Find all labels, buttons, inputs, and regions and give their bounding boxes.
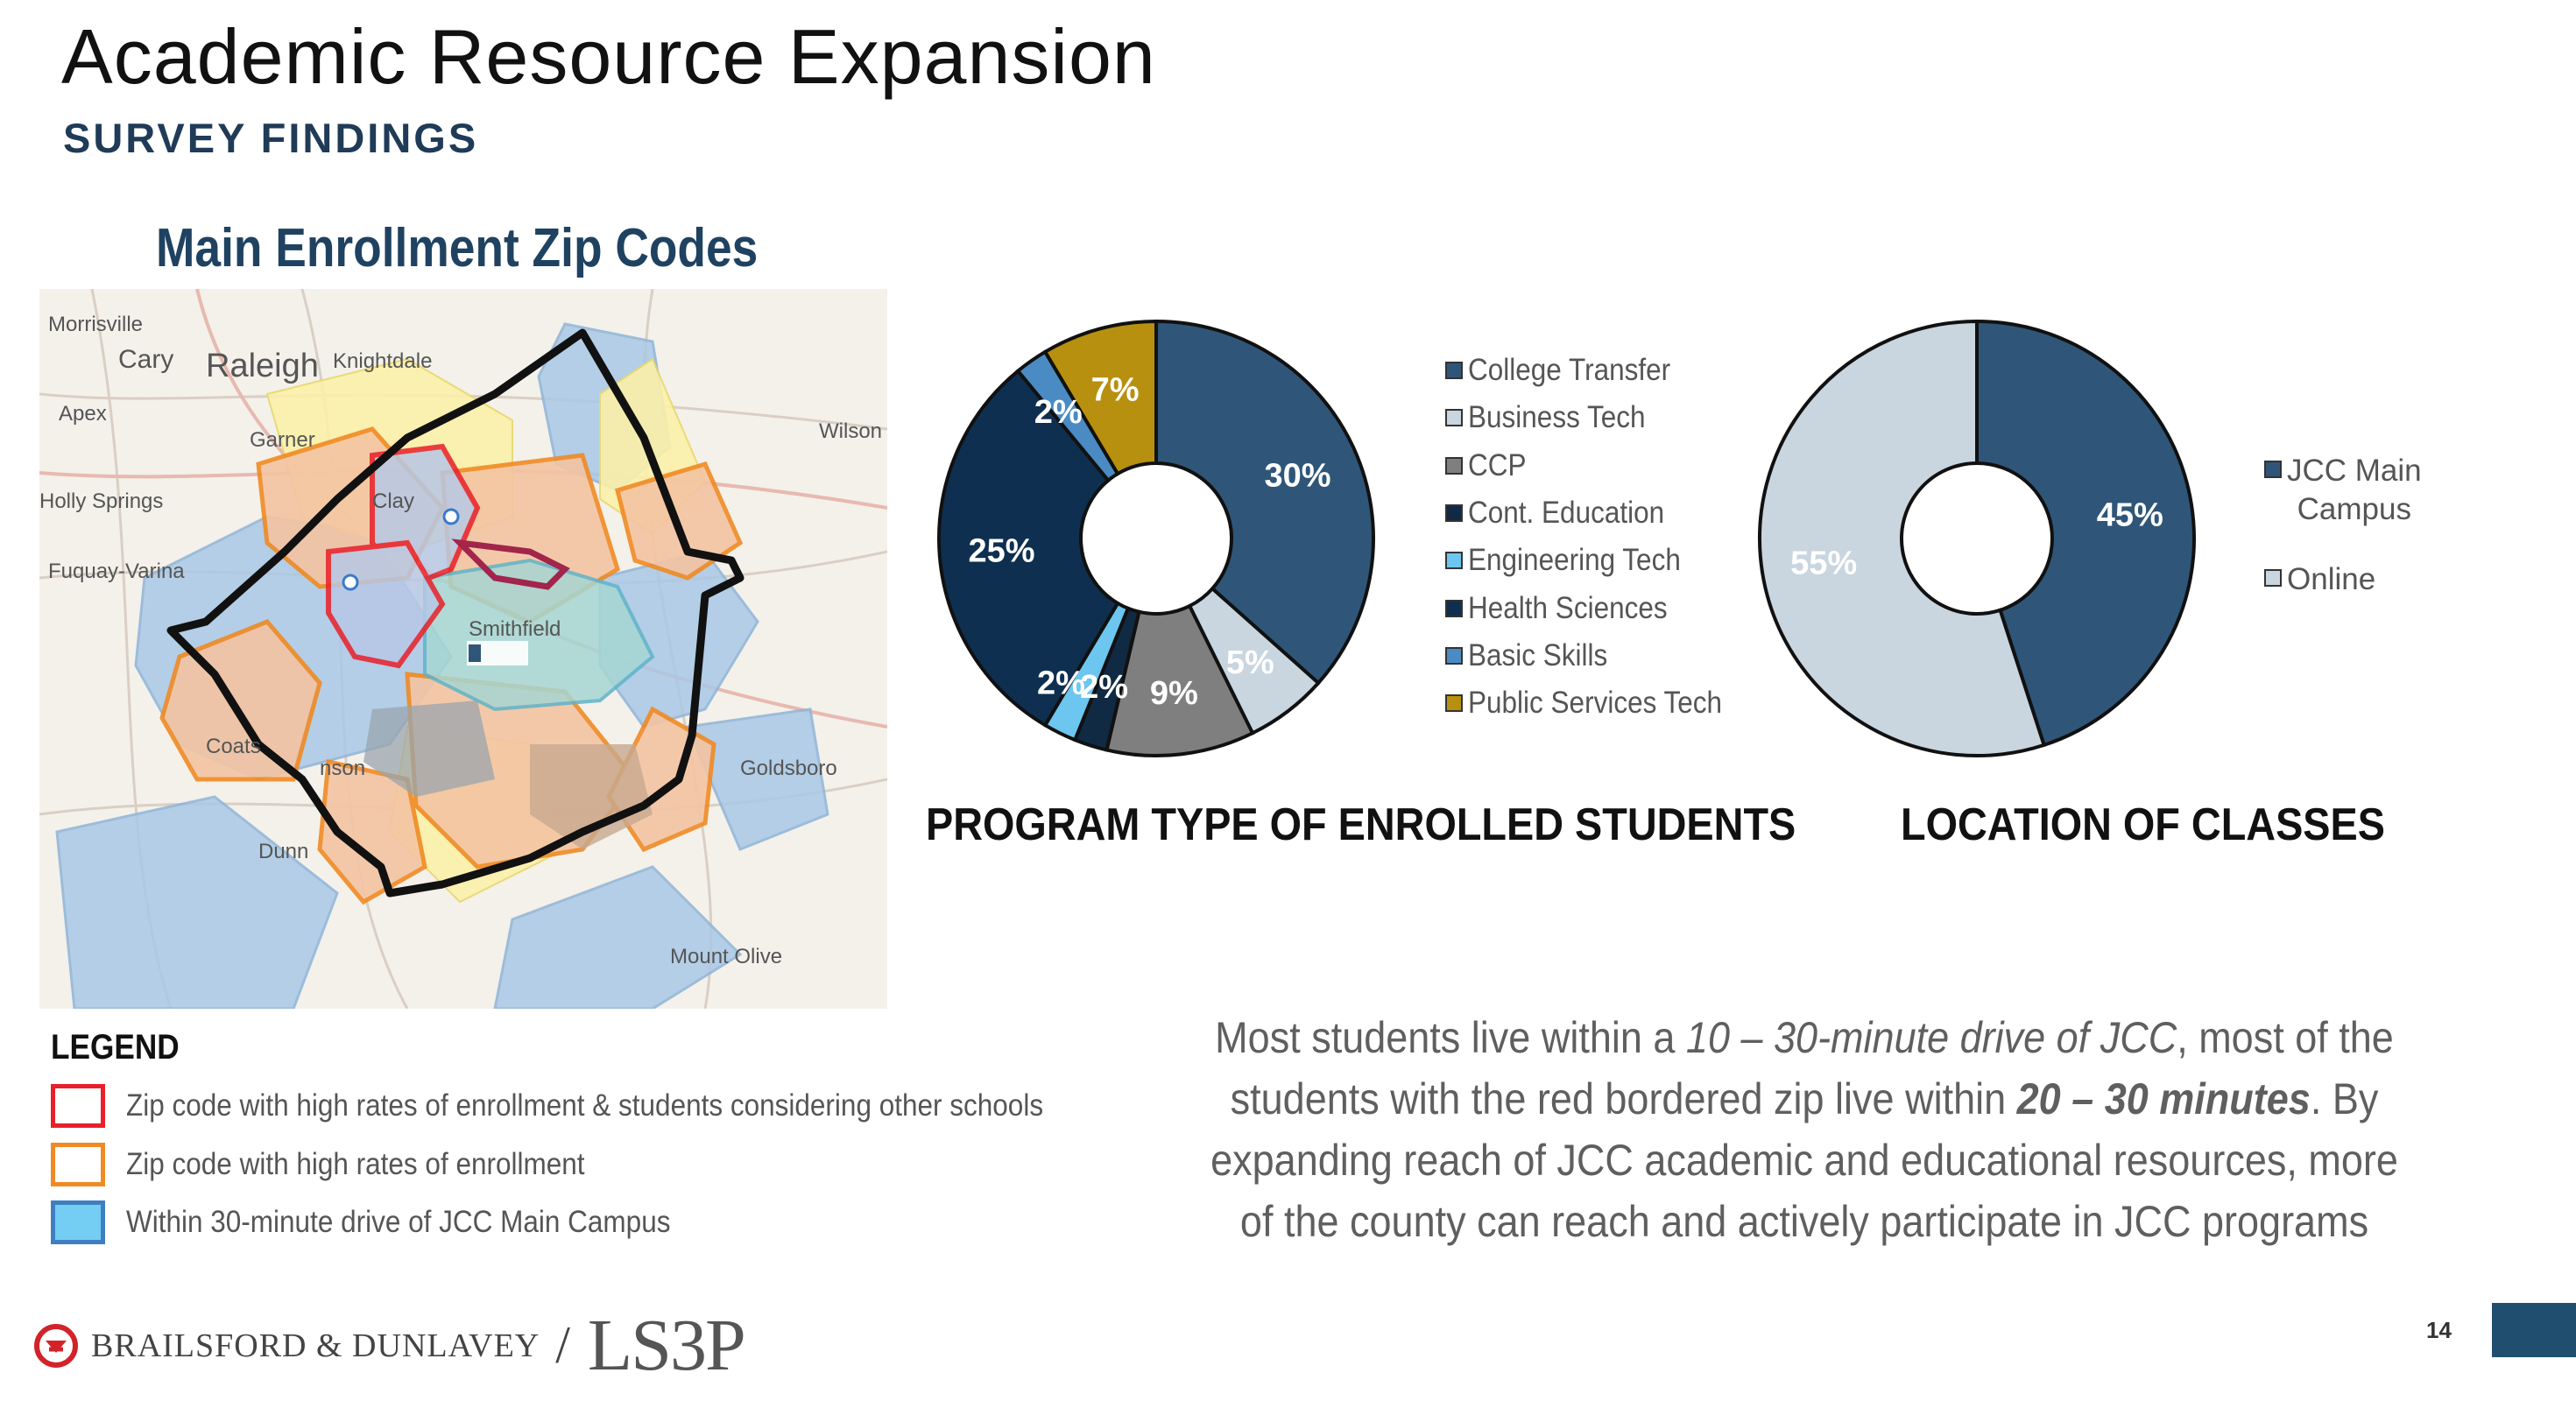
program-legend-item xyxy=(1445,353,1693,388)
map-label-mount-olive: Mount Olive xyxy=(670,945,783,968)
donut-label-0-6: 2% xyxy=(1034,394,1083,432)
summary-part1: Most students live within a xyxy=(1215,1013,1686,1062)
map-title: Main Enrollment Zip Codes xyxy=(156,218,759,278)
map-label-goldsboro: Goldsboro xyxy=(740,757,837,780)
program-legend-swatch xyxy=(1445,362,1463,379)
page-subtitle: SURVEY FINDINGS xyxy=(63,115,479,161)
program-legend-swatch xyxy=(1445,600,1463,617)
location-legend-swatch xyxy=(2264,569,2282,587)
program-legend-label: Engineering Tech xyxy=(1468,543,1681,578)
summary-part5: . By expanding reach of JCC academic and educational resources, more of the county can reach and actively participate in JCC programs xyxy=(1210,1074,2398,1246)
program-legend-label: College Transfer xyxy=(1468,353,1671,387)
location-legend-label: JCC Main Campus xyxy=(2287,454,2422,526)
map-label-wilson: Wilson xyxy=(819,419,883,443)
map-label-dunn: Dunn xyxy=(258,840,309,863)
donut-label-0-2: 9% xyxy=(1149,674,1198,712)
map-label-clayton: Clay xyxy=(372,489,415,513)
legend-item-red xyxy=(51,1081,1145,1130)
donut-label-0-3: 2% xyxy=(1080,668,1129,706)
program-legend-label: Public Services Tech xyxy=(1468,686,1723,721)
map-svg xyxy=(39,289,887,1009)
program-legend-swatch xyxy=(1445,409,1463,426)
legend-label-orange: Zip code with high rates of enrollment xyxy=(126,1147,585,1181)
footer-separator: / xyxy=(555,1316,570,1374)
location-donut-chart xyxy=(1749,311,2205,766)
program-type-donut-chart xyxy=(928,311,1384,766)
map-label-raleigh: Raleigh xyxy=(206,348,319,384)
program-type-caption: PROGRAM TYPE OF ENROLLED STUDENTS xyxy=(926,799,1796,850)
program-legend-item xyxy=(1445,496,1686,531)
footer-logo xyxy=(33,1303,745,1388)
map-label-garner: Garner xyxy=(250,428,315,452)
page-title: Academic Resource Expansion xyxy=(61,13,1156,100)
enrollment-map xyxy=(39,289,887,1009)
map-label-morrisville: Morrisville xyxy=(48,313,143,336)
summary-text xyxy=(1139,1007,2470,1252)
location-legend-label: Online xyxy=(2287,562,2376,596)
location-legend-item xyxy=(2264,452,2422,529)
donut-label-0-7: 7% xyxy=(1090,371,1140,409)
footer-partner: LS3P xyxy=(587,1305,745,1386)
map-label-smithfield: Smithfield xyxy=(469,617,561,641)
program-legend-item xyxy=(1445,448,1533,483)
map-label-cary: Cary xyxy=(118,345,174,374)
program-legend-swatch xyxy=(1445,504,1463,522)
corner-accent-bar xyxy=(2492,1303,2576,1357)
summary-part4: 20 – 30 minutes xyxy=(2016,1074,2311,1123)
program-legend-label: CCP xyxy=(1468,447,1527,482)
program-legend-item xyxy=(1445,686,1750,721)
donut-label-0-5: 25% xyxy=(968,532,1035,570)
program-legend-swatch xyxy=(1445,457,1463,475)
donut-label-1-1: 55% xyxy=(1790,545,1858,582)
legend-item-blue xyxy=(51,1198,731,1247)
map-label-benson: nson xyxy=(320,757,366,780)
legend-item-orange xyxy=(51,1140,636,1189)
brailsford-logo-icon xyxy=(33,1323,79,1369)
program-legend-swatch xyxy=(1445,694,1463,712)
program-legend-item xyxy=(1445,591,1690,626)
summary-part3: , most of the students with the red bordered zip live within xyxy=(1230,1013,2394,1123)
map-label-apex: Apex xyxy=(59,402,107,426)
summary-part2: 10 – 30-minute drive of JCC xyxy=(1685,1013,2177,1062)
donut-label-0-1: 5% xyxy=(1225,644,1274,681)
program-legend-swatch xyxy=(1445,647,1463,665)
program-legend-item xyxy=(1445,638,1623,673)
donut-label-1-0: 45% xyxy=(2096,496,2163,534)
program-legend-swatch xyxy=(1445,552,1463,569)
program-legend-label: Business Tech xyxy=(1468,400,1646,435)
program-legend-item xyxy=(1445,543,1704,578)
page-number: 14 xyxy=(2426,1317,2452,1343)
legend-label-red: Zip code with high rates of enrollment & students considering other schools xyxy=(126,1088,1044,1123)
map-label-coats: Coats xyxy=(206,735,261,758)
legend-swatch-orange xyxy=(51,1143,105,1186)
donut-label-0-0: 30% xyxy=(1264,457,1331,495)
legend-swatch-red xyxy=(51,1084,105,1128)
legend-title: LEGEND xyxy=(51,1028,180,1067)
location-caption: LOCATION OF CLASSES xyxy=(1901,799,2385,850)
map-label-fuquay: Fuquay-Varina xyxy=(48,560,185,583)
program-legend-item xyxy=(1445,400,1665,435)
program-legend-label: Health Sciences xyxy=(1468,590,1668,625)
map-label-knightdale: Knightdale xyxy=(333,349,433,373)
donut-label-0-4: 2% xyxy=(1037,665,1085,702)
program-legend-label: Basic Skills xyxy=(1468,637,1608,672)
location-legend-swatch xyxy=(2264,461,2282,478)
legend-label-blue: Within 30-minute drive of JCC Main Campus xyxy=(126,1205,671,1239)
program-legend-label: Cont. Education xyxy=(1468,495,1665,530)
footer-brand: BRAILSFORD & DUNLAVEY xyxy=(91,1327,540,1364)
location-legend-item xyxy=(2264,560,2375,599)
legend-swatch-blue xyxy=(51,1200,105,1244)
map-label-holly-springs: Holly Springs xyxy=(39,489,164,513)
